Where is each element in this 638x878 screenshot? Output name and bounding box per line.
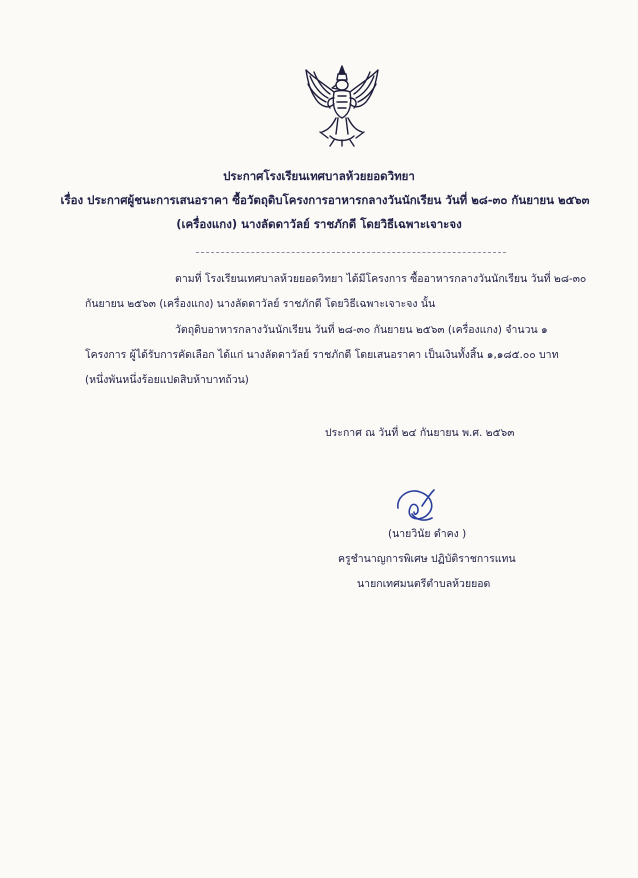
signatory-position: ครูชำนาญการพิเศษ ปฏิบัติราชการแทน <box>338 553 516 565</box>
signatory-position-2: นายกเทศมนตรีตำบลห้วยยอด <box>357 578 491 590</box>
body-line: ตามที่ โรงเรียนเทศบาลห้วยยอดวิทยา ได้มีโครงการ ซื้ออาหารกลางวันนักเรียน วันที่ ๒๘-๓๐ <box>175 273 587 285</box>
signatory-name: (นายวินัย ดำคง ) <box>388 528 467 540</box>
announcement-org-title: ประกาศโรงเรียนเทศบาลห้วยยอดวิทยา <box>223 169 415 183</box>
handwritten-signature-icon <box>392 484 440 524</box>
announcement-subject-continued: (เครื่องแกง) นางลัดดาวัลย์ ราชภักดี โดยวิธีเฉพาะเจาะจง <box>176 217 462 231</box>
divider-dashed <box>196 252 506 253</box>
announcement-date: ประกาศ ณ วันที่ ๒๔ กันยายน พ.ศ. ๒๕๖๓ <box>325 427 515 439</box>
body-line: (หนึ่งพันหนึ่งร้อยแปดสิบห้าบาทถ้วน) <box>85 374 249 386</box>
announcement-subject: เรื่อง ประกาศผู้ชนะการเสนอราคา ซื้อวัตถุดิบโครงการอาหารกลางวันนักเรียน วันที่ ๒๘-๓๐ กันยายน ๒๕๖๓ <box>60 193 590 207</box>
body-line: วัตถุดิบอาหารกลางวันนักเรียน วันที่ ๒๘-๓๐ กันยายน ๒๕๖๓ (เครื่องแกง) จำนวน ๑ <box>175 324 548 336</box>
body-line: โครงการ ผู้ได้รับการคัดเลือก ได้แก่ นางลัดดาวัลย์ ราชภักดี โดยเสนอราคา เป็นเงินทั้งสิ้น ๑,๑๘๕.๐๐ บาท <box>85 349 559 361</box>
garuda-emblem-icon <box>300 64 384 148</box>
body-line: กันยายน ๒๕๖๓ (เครื่องแกง) นางลัดดาวัลย์ ราชภักดี โดยวิธีเฉพาะเจาะจง นั้น <box>85 298 436 310</box>
